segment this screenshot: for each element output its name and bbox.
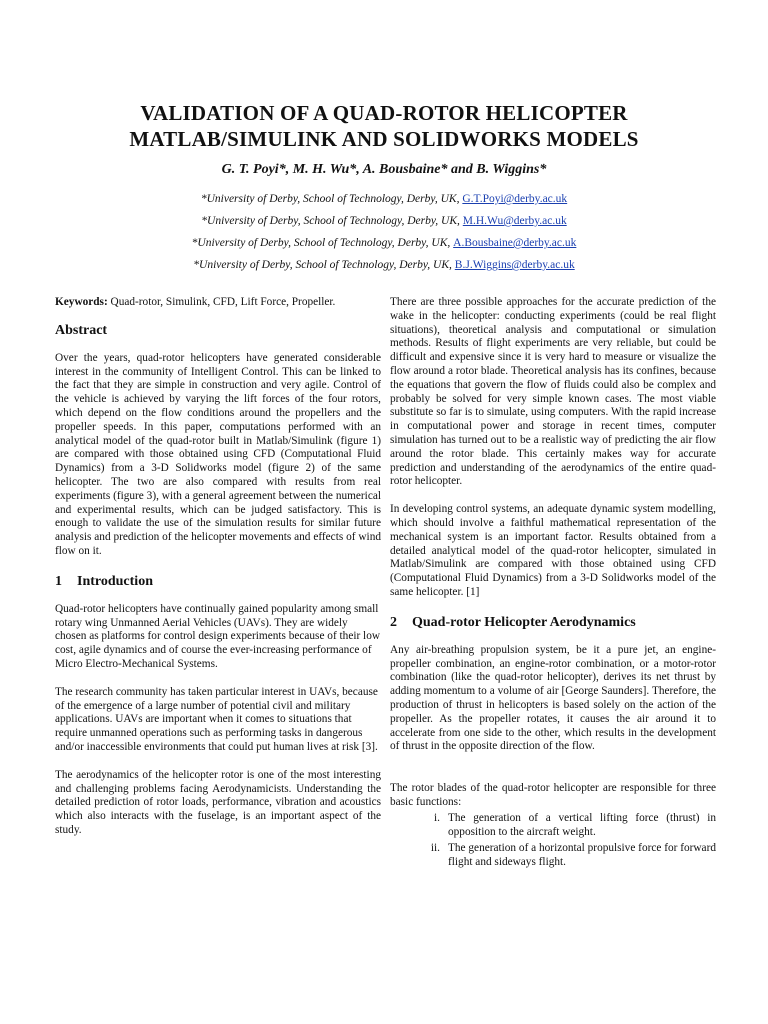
- author-list: G. T. Poyi*, M. H. Wu*, A. Bousbaine* and B. Wiggins*: [221, 162, 547, 177]
- paper-title: [0, 100, 768, 152]
- abstract-text: Over the years, quad-rotor helicopters have generated considerable interest in the community of Intelligent Control. This can be linked to the fact that they are simple in construction and very agile. Control of the vehicle is achieved by varying the lift forces of the four rotors, which depend on the flow conditions around the propellers and the propeller speeds. In this paper, computations performed with an analytical model of the quad-rotor built in Matlab/Simulink (figure 1) are compared with those obtained using CFD (Computational Fluid Dynamics) from a 3-D Solidworks model (figure 2) of the same helicopter. The two are also compared with results from real experiments (figure 3), with a general agreement between the numerical and experimental results, which can be judged satisfactory. This is enough to validate the use of the simulation results for similar future analysis and prediction of the helicopter movements and effects of wind flow on it.: [55, 351, 381, 557]
- affiliation: [0, 254, 768, 276]
- list-marker: i.: [434, 811, 440, 824]
- affiliation-text: *University of Derby, School of Technology, Derby, UK,: [200, 193, 460, 205]
- paragraph: The research community has taken particular interest in UAVs, because of the emergence of a large number of potential civil and military applications. UAVs are important when it comes to situations that require unmanned operations such as performing tasks in dangerous and/or inaccessible environments that could put human lives at risk [3].: [55, 685, 378, 753]
- keywords-text: Quad-rotor, Simulink, CFD, Lift Force, Propeller.: [110, 296, 336, 308]
- email-link[interactable]: B.J.Wiggins@derby.ac.uk: [454, 259, 575, 271]
- left-column: [55, 296, 381, 852]
- list-item: [390, 812, 716, 840]
- list-item-text: The generation of a vertical lifting force (thrust) in opposition to the aircraft weight.: [448, 811, 716, 838]
- paragraph: Any air-breathing propulsion system, be it a pure jet, an engine-propeller combination, an engine-rotor combination, or a motor-rotor combination (like the quad-rotor helicopter), derives its net thrust by adding momentum to a volume of air [George Saunders]. Therefore, the production of thrust in helicopters is based solely on the action of the propeller. As the propeller rotates, it causes the air around it to accelerate from one side to the other, which results in the development of thrust in the opposite direction of the flow.: [390, 643, 716, 753]
- affiliation-list: [0, 188, 768, 276]
- title-line-1: VALIDATION OF A QUAD-ROTOR HELICOPTER: [140, 101, 628, 125]
- paragraph: The rotor blades of the quad-rotor helicopter are responsible for three basic functions:: [390, 782, 716, 808]
- affiliation: [0, 188, 768, 210]
- affiliation: [0, 210, 768, 232]
- section-number: 2: [390, 614, 397, 630]
- affiliation-text: *University of Derby, School of Technology, Derby, UK,: [201, 215, 460, 227]
- section-heading-introduction: [55, 573, 381, 591]
- section-heading-aerodynamics: [390, 614, 716, 632]
- affiliation-text: *University of Derby, School of Technology, Derby, UK,: [193, 259, 452, 271]
- section-number: 1: [55, 573, 62, 589]
- list-item: [390, 842, 716, 870]
- title-line-2: MATLAB/SIMULINK AND SOLIDWORKS MODELS: [129, 127, 639, 151]
- paragraph: Quad-rotor helicopters have continually gained popularity among small rotary wing Unmanned Aerial Vehicles (UAVs). They are widely chosen as platforms for control design experiments because of their low cost, agile dynamics and of course the ever-increasing performance of Micro Electro-Mechanical Systems.: [55, 602, 381, 670]
- keywords: [55, 296, 381, 310]
- affiliation: [0, 232, 768, 254]
- list-item-text: The generation of a horizontal propulsive force for forward flight and sideways flight.: [448, 842, 716, 869]
- list-marker: ii.: [430, 842, 440, 855]
- section-title: Introduction: [77, 573, 153, 589]
- right-column: [390, 296, 716, 873]
- abstract-heading: Abstract: [55, 322, 108, 338]
- affiliation-text: *University of Derby, School of Technology, Derby, UK,: [191, 237, 451, 249]
- function-list: [390, 812, 716, 870]
- email-link[interactable]: G.T.Poyi@derby.ac.uk: [462, 193, 568, 205]
- section-title: Quad-rotor Helicopter Aerodynamics: [412, 614, 636, 630]
- paragraph: There are three possible approaches for the accurate prediction of the wake in the helicopter: conducting experiments (could be real flight situations), theoretical analysis and computational or simulation methods. Results of flight experiments are very reliable, but could be difficult and expensive since it is very hard to measure or visualize the flow around a rotor blade. Theoretical analysis has its confines, because the equations that govern the flow of fluids could also be complex and probably be solved for very simple known cases. The most viable substitute so far is to simulate, using computers. With the rapid increase in computational power and storage in recent times, computer simulation has turned out to be a realistic way of predicting the air flow around the rotor blade. This certainly makes way for accurate prediction and understanding of the aerodynamics of the entire quad-rotor helicopter.: [390, 296, 716, 488]
- email-link[interactable]: A.Bousbaine@derby.ac.uk: [453, 237, 577, 249]
- paragraph: The aerodynamics of the helicopter rotor is one of the most interesting and challenging problems facing Aerodynamicists. Understanding the detailed prediction of rotor loads, performance, vibration and acoustics which also interacts with the fuselage, is an important aspect of the study.: [55, 768, 381, 836]
- paragraph: In developing control systems, an adequate dynamic system modelling, which should involve a faithful mathematical representation of the mechanical system is an important factor. Results obtained from a detailed analytical model of the quad-rotor helicopter, simulated in Matlab/Simulink are compared with those obtained using CFD (Computational Fluid Dynamics) from a 3-D Solidworks model of the same helicopter. [1]: [390, 503, 716, 598]
- email-link[interactable]: M.H.Wu@derby.ac.uk: [462, 215, 567, 227]
- keywords-label: Keywords:: [55, 296, 108, 308]
